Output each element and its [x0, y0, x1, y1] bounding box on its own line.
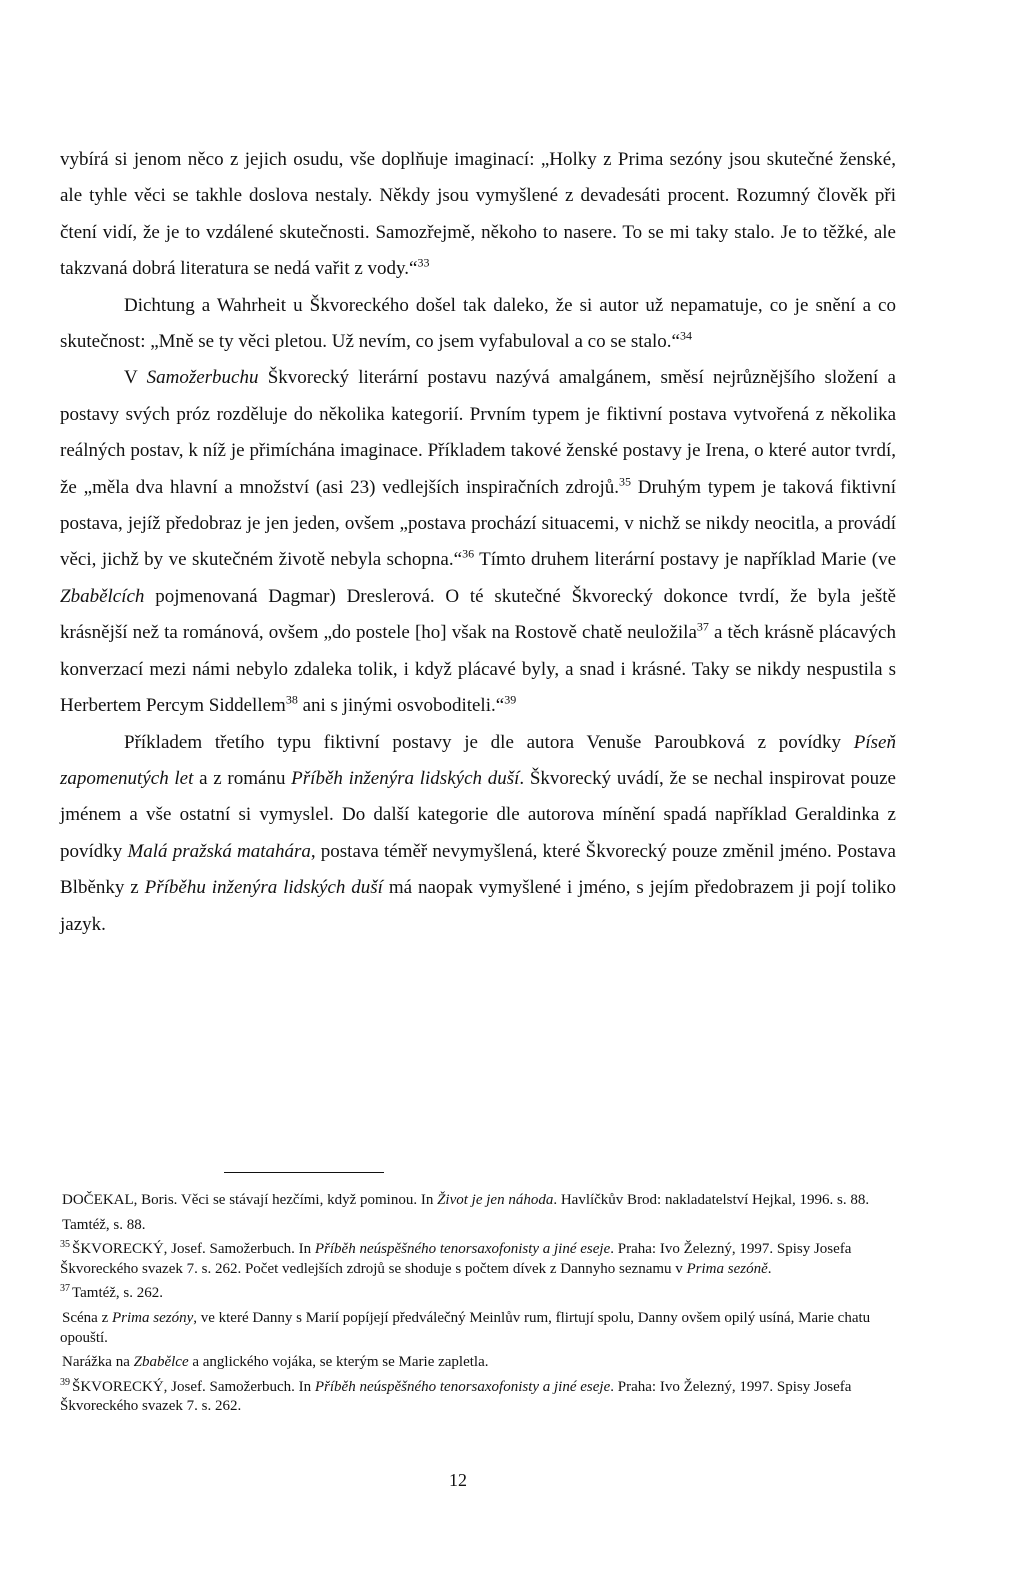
- paragraph: [60, 142, 896, 288]
- footnote-ref: 37: [696, 619, 709, 634]
- text-run: Škvorecký literární postavu nazývá amalgánem, směsí nejrůznějšího složení a postavy svých próz rozděluje do několika kategorií. Prvním typem je fiktivní postava vytvořená z několika reálných postav, k níž je přimíchána imaginace. Příkladem takové ženské postavy je Irena, o které autor tvrdí, že „měla dva hlavní a množství (asi 23) vedlejších inspiračních zdrojů.: [60, 367, 896, 498]
- body-text: [60, 142, 896, 943]
- text-run: Dichtung a Wahrheit u Škvoreckého došel tak daleko, že si autor už nepamatuje, co je snění a co skutečnost: „Mně se ty věci pletou. Už nevím, co jsem vyfabuloval a co se stalo.“: [60, 294, 896, 353]
- footnote: [60, 1211, 896, 1236]
- italic-title: Příběh neúspěšného tenorsaxofonisty a jiné eseje: [314, 1241, 611, 1258]
- paragraph: [60, 360, 896, 724]
- text-run: Druhým typem je taková fiktivní postava, jejíž předobraz je jen jeden, ovšem „postava prochází situacemi, v nichž se nikdy neocitla, a provádí věci, jichž by ve skutečném životě nebyla schopna.“: [60, 476, 896, 571]
- paragraph: [60, 725, 896, 943]
- footnote-number: 39: [60, 1376, 70, 1388]
- text-run: ani s jinými osvoboditeli.“: [297, 695, 505, 717]
- text-run: . Praha: Ivo Železný, 1997. Spisy Josefa Škvoreckého svazek 7. s. 262. Počet vedlejších zdrojů se shoduje s počtem dívek z Dannyho seznamu v: [60, 1241, 852, 1277]
- footnote: [60, 1348, 896, 1373]
- text-run: DOČEKAL, Boris. Věci se stávají hezčími, když pominou. In: [62, 1192, 438, 1208]
- text-run: . Praha: Ivo Železný, 1997. Spisy Josefa Škvoreckého svazek 7. s. 262.: [60, 1378, 852, 1415]
- italic-title: Zbabělce: [133, 1354, 189, 1371]
- footnote-ref: 34: [679, 328, 692, 343]
- footnote: [60, 1186, 896, 1211]
- italic-title: Píseň zapomenutých let: [60, 731, 896, 789]
- text-run: , postava téměř nevymyšlená, které Škvorecký pouze změnil jméno. Postava Blběnky z: [60, 840, 896, 899]
- text-run: ŠKVORECKÝ, Josef. Samožerbuch. In: [72, 1241, 315, 1258]
- text-run: . Havlíčkův Brod: nakladatelství Hejkal, 1996. s. 88.: [553, 1192, 870, 1208]
- text-run: ŠKVORECKÝ, Josef. Samožerbuch. In: [72, 1378, 315, 1395]
- text-run: a z románu: [193, 767, 292, 789]
- italic-title: Malá pražská matahára: [127, 840, 311, 862]
- footnote-ref: 33: [417, 255, 430, 270]
- text-run: , ve které Danny s Marií popíjejí předválečný Meinlův rum, flirtují spolu, Danny ovšem opilý usíná, Marie chatu opouští.: [60, 1309, 871, 1346]
- footnote-ref: 35: [618, 474, 631, 489]
- text-run: Příkladem třetího typu fiktivní postavy je dle autora Venuše Paroubková z povídky: [124, 731, 854, 753]
- text-run: . Škvorecký uvádí, že se nechal inspirovat pouze jménem a vše ostatní si vymyslel. Do další kategorie dle autorova mínění spadá například Geraldinka z povídky: [60, 767, 896, 862]
- text-run: a anglického vojáka, se kterým se Marie zapletla.: [188, 1354, 489, 1371]
- text-run: pojmenovaná Dagmar) Dreslerová. O té skutečné Škvorecký dokonce tvrdí, že byla ještě krásnější než ta románová, ovšem „do postele [ho] však na Rostově chatě neuložila: [60, 585, 896, 644]
- text-run: Tamtéž, s. 88.: [62, 1216, 146, 1233]
- text-run: .: [767, 1260, 772, 1277]
- paragraph: [60, 288, 896, 361]
- footnote: [60, 1279, 896, 1304]
- footnote: [60, 1235, 896, 1279]
- text-run: Tímto druhem literární postavy je například Marie (ve: [474, 549, 896, 571]
- italic-title: Samožerbuchu: [146, 367, 259, 389]
- footnote: [60, 1304, 896, 1348]
- footnote-ref: 38: [285, 692, 298, 707]
- text-run: V: [124, 367, 147, 389]
- footnote: [60, 1373, 896, 1417]
- text-run: Tamtéž, s. 262.: [72, 1285, 164, 1302]
- italic-title: Zbabělcích: [60, 585, 145, 607]
- footnote-separator: [224, 1172, 384, 1173]
- italic-title: Příběh neúspěšného tenorsaxofonisty a jiné eseje: [314, 1378, 611, 1395]
- italic-title: Život je jen náhoda: [437, 1192, 554, 1208]
- page-number: 12: [449, 1470, 467, 1490]
- text-run: má naopak vymyšlené i jméno, s jejím předobrazem ji pojí toliko jazyk.: [60, 877, 896, 935]
- footnote-ref: 36: [462, 547, 475, 562]
- italic-title: Prima sezóně: [686, 1260, 768, 1277]
- text-run: vybírá si jenom něco z jejich osudu, vše doplňuje imaginací: „Holky z Prima sezóny jsou skutečné ženské, ale tyhle věci se takhle doslova nestaly. Někdy jsou vymyšlené z devadesáti procent. Rozumný člověk při čtení vidí, že je to vzdálené skutečnosti. Samozřejmě, někoho to nasere. To se mi taky stalo. Je to těžké, ale takzvaná dobrá literatura se nedá vařit z vody.“: [60, 149, 896, 280]
- footnote-number: 37: [60, 1283, 70, 1295]
- footnotes: [60, 1186, 896, 1417]
- text-run: Narážka na: [62, 1354, 134, 1371]
- footnote-number: 35: [60, 1239, 70, 1251]
- footnote-ref: 39: [504, 692, 517, 707]
- italic-title: Příběhu inženýra lidských duší: [144, 877, 383, 899]
- text-run: a těch krásně plácavých konverzací mezi námi nebylo zdaleka tolik, i když plácavé byly, a snad i krásné. Taky se nikdy nespustila s Herbertem Percym Siddellem: [60, 622, 896, 717]
- italic-title: Prima sezóny: [111, 1309, 194, 1326]
- italic-title: Příběh inženýra lidských duší: [291, 767, 520, 789]
- text-run: Scéna z: [62, 1309, 112, 1326]
